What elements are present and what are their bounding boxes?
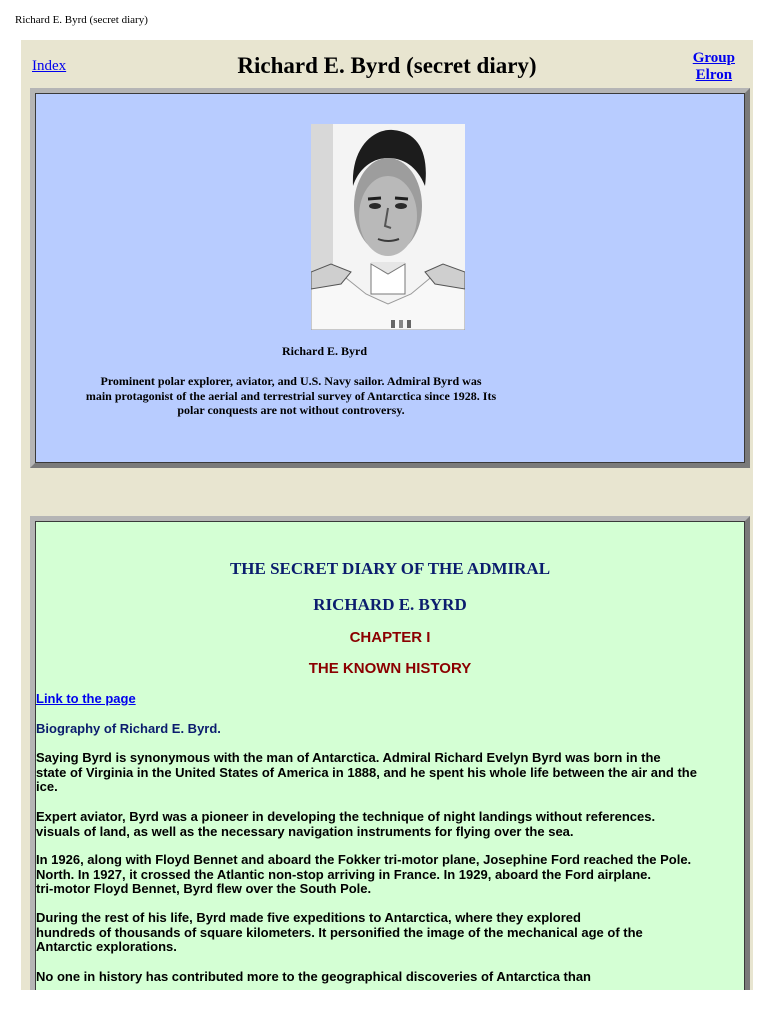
paragraph-line: ice.: [36, 779, 58, 794]
paragraph-line: hundreds of thousands of square kilometers. It personified the image of the mechanical age of the: [36, 924, 643, 940]
biography-heading: Biography of Richard E. Byrd.: [36, 721, 221, 736]
paragraph-line: tri-motor Floyd Bennet, Byrd flew over the South Pole.: [36, 881, 372, 896]
paragraph-line: Antarctic explorations.: [36, 939, 177, 954]
intro-panel: [30, 88, 750, 468]
paragraph-line: During the rest of his life, Byrd made five expeditions to Antarctica, where they explored: [36, 910, 581, 925]
group-link-line2[interactable]: Elron: [695, 67, 733, 83]
intro-description: [56, 374, 526, 418]
paragraph-line: North. In 1927, it crossed the Atlantic non-stop arriving in France. In 1929, aboard the Ford airplane.: [36, 866, 651, 882]
intro-description-line: Prominent polar explorer, aviator, and U.S. Navy sailor. Admiral Byrd was: [100, 374, 482, 388]
diary-title-line1: THE SECRET DIARY OF THE ADMIRAL: [229, 559, 551, 578]
diary-title-line2: RICHARD E. BYRD: [313, 595, 467, 614]
link-to-page[interactable]: [36, 692, 748, 707]
chapter-title: THE KNOWN HISTORY: [308, 660, 472, 677]
portrait-caption: Richard E. Byrd: [282, 344, 368, 358]
chapter-label: CHAPTER I: [349, 629, 431, 646]
diary-panel: [30, 516, 750, 990]
paragraph: [36, 751, 748, 795]
paragraph-line: Expert aviator, Byrd was a pioneer in developing the technique of night landings without references.: [36, 809, 656, 824]
link-to-page-anchor[interactable]: Link to the page: [36, 691, 136, 706]
paragraph: [36, 970, 748, 985]
paragraph: [36, 911, 748, 955]
paragraph: [36, 810, 748, 839]
paragraph: [36, 853, 748, 897]
page-title: Richard E. Byrd (secret diary): [237, 53, 537, 78]
content-frame: [21, 40, 753, 990]
index-link[interactable]: Index: [32, 58, 67, 74]
group-elron-link[interactable]: [693, 50, 735, 84]
page-tab-title: Richard E. Byrd (secret diary): [15, 14, 148, 26]
paragraph-line: In 1926, along with Floyd Bennet and aboard the Fokker tri-motor plane, Josephine Ford reached the Pole.: [36, 852, 692, 867]
paragraph-line: visuals of land, as well as the necessary navigation instruments for flying over the sea.: [36, 823, 574, 839]
paragraph-line: No one in history has contributed more to the geographical discoveries of Antarctica than: [36, 969, 592, 984]
intro-description-line: main protagonist of the aerial and terrestrial survey of Antarctica since 1928. Its: [85, 388, 497, 403]
byrd-portrait-photo: [311, 124, 465, 330]
intro-description-line: polar conquests are not without controversy.: [177, 403, 405, 417]
paragraph-line: Saying Byrd is synonymous with the man of Antarctica. Admiral Richard Evelyn Byrd was born in the: [36, 750, 661, 765]
paragraph-line: state of Virginia in the United States of America in 1888, and he spent his whole life between the air and the: [36, 764, 697, 780]
group-link-line1[interactable]: Group: [692, 50, 735, 66]
